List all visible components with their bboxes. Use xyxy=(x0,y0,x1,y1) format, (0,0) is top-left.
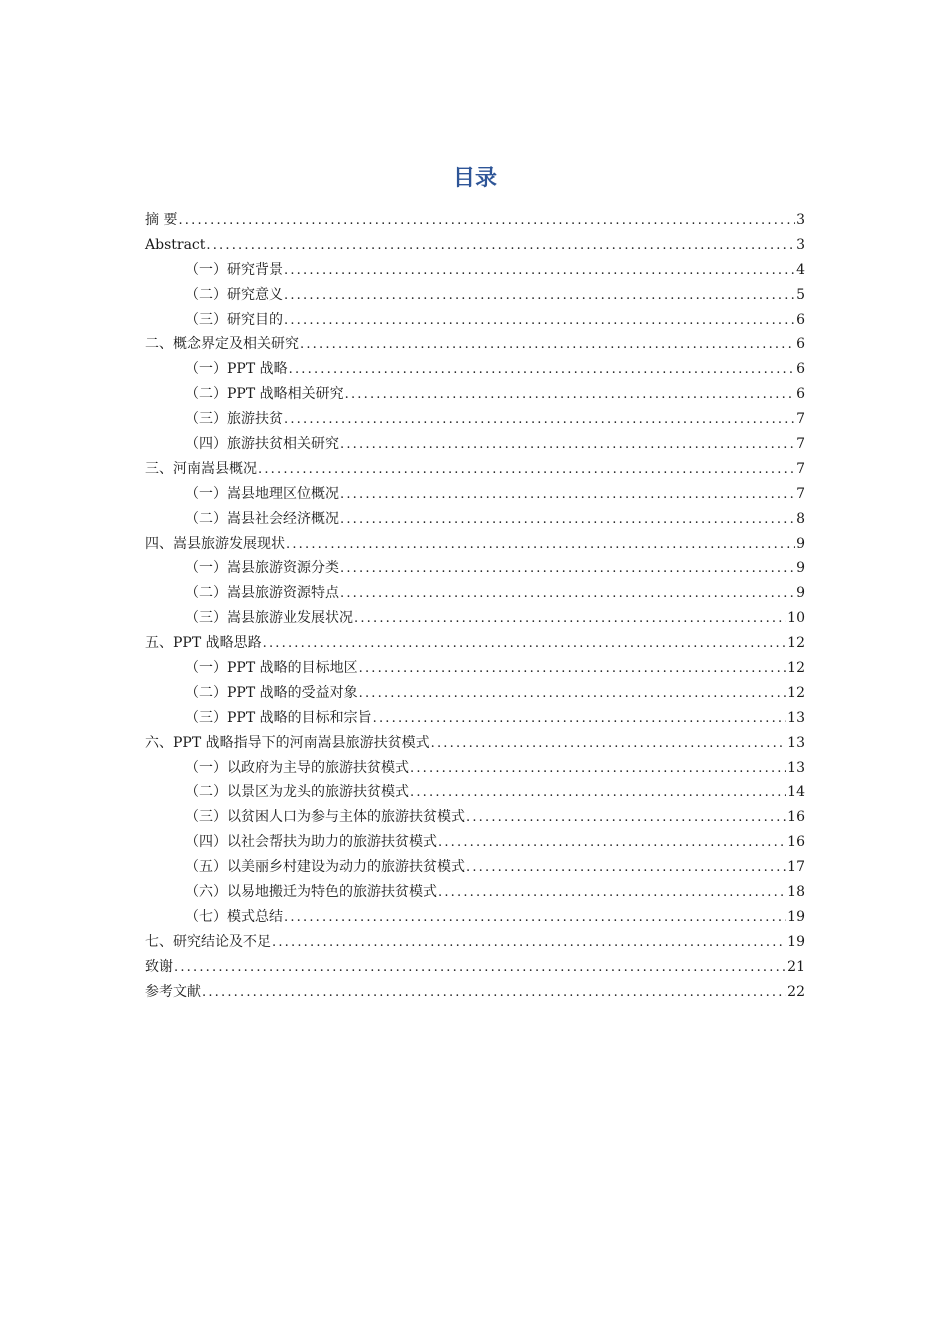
toc-dot-leader xyxy=(438,881,786,906)
toc-entry-text: Abstract xyxy=(145,236,206,253)
toc-entry-text: （一）PPT 战略的目标地区 xyxy=(185,660,358,677)
toc-entry[interactable] xyxy=(145,208,805,233)
toc-entry-text: 摘 要 xyxy=(145,212,178,228)
toc-entry[interactable] xyxy=(145,656,805,681)
toc-dot-leader xyxy=(284,284,795,309)
toc-entry-text: （六）以易地搬迁为特色的旅游扶贫模式 xyxy=(185,884,437,901)
toc-dot-leader xyxy=(340,557,795,582)
toc-entry[interactable] xyxy=(145,731,805,756)
toc-entry-text: （一）研究背景 xyxy=(185,261,283,278)
toc-dot-leader xyxy=(263,632,787,657)
toc-entry-text: （二）PPT 战略的受益对象 xyxy=(185,684,358,701)
toc-page-number: 5 xyxy=(796,286,805,303)
toc-entry[interactable] xyxy=(145,756,805,781)
toc-entry[interactable] xyxy=(145,308,805,333)
toc-list xyxy=(145,208,805,1005)
toc-entry-text: （四）以社会帮扶为助力的旅游扶贫模式 xyxy=(185,834,437,851)
toc-page-number: 3 xyxy=(796,236,805,253)
toc-entry-text: 五、PPT 战略思路 xyxy=(145,635,262,652)
toc-page-number: 13 xyxy=(787,709,805,726)
toc-entry[interactable] xyxy=(145,382,805,407)
toc-dot-leader xyxy=(340,433,795,458)
toc-dot-leader xyxy=(286,533,795,558)
toc-page-number: 16 xyxy=(787,809,805,826)
toc-dot-leader xyxy=(284,906,786,931)
toc-page-number: 12 xyxy=(787,635,805,652)
toc-page-number: 6 xyxy=(796,361,805,378)
toc-entry-text: （三）嵩县旅游业发展状况 xyxy=(185,610,353,627)
toc-entry-text: （七）模式总结 xyxy=(185,908,283,925)
toc-entry[interactable] xyxy=(145,681,805,706)
toc-entry-text: （二）嵩县社会经济概况 xyxy=(185,510,339,527)
toc-entry-text: （二）PPT 战略相关研究 xyxy=(185,386,344,403)
toc-page-number: 9 xyxy=(796,585,805,602)
toc-title: 目录 xyxy=(452,166,497,191)
toc-dot-leader xyxy=(466,856,786,881)
toc-entry[interactable] xyxy=(145,457,805,482)
toc-entry-text: 二、概念界定及相关研究 xyxy=(145,336,299,353)
toc-entry-text: 七、研究结论及不足 xyxy=(145,933,271,950)
toc-entry[interactable] xyxy=(145,432,805,457)
toc-dot-leader xyxy=(206,234,795,259)
toc-page-number: 4 xyxy=(796,261,805,278)
toc-entry-text: （三）研究目的 xyxy=(185,311,283,328)
toc-dot-leader xyxy=(466,806,786,831)
toc-page-number: 13 xyxy=(787,759,805,776)
toc-entry[interactable] xyxy=(145,407,805,432)
toc-entry-text: （二）研究意义 xyxy=(185,286,283,303)
toc-page-number: 6 xyxy=(796,386,805,403)
toc-page-number: 14 xyxy=(787,784,805,801)
toc-page-number: 18 xyxy=(787,884,805,901)
toc-entry-text: 六、PPT 战略指导下的河南嵩县旅游扶贫模式 xyxy=(145,734,430,751)
toc-dot-leader xyxy=(354,607,786,632)
toc-dot-leader xyxy=(340,508,795,533)
toc-entry-text: 参考文献 xyxy=(145,983,201,1000)
toc-dot-leader xyxy=(284,408,795,433)
toc-entry[interactable] xyxy=(145,955,805,980)
toc-entry[interactable] xyxy=(145,606,805,631)
toc-dot-leader xyxy=(258,458,795,483)
toc-entry[interactable] xyxy=(145,233,805,258)
toc-entry[interactable] xyxy=(145,805,805,830)
toc-dot-leader xyxy=(300,333,795,358)
toc-page-number: 7 xyxy=(796,485,805,502)
toc-entry-text: （一）嵩县地理区位概况 xyxy=(185,485,339,502)
toc-entry-text: （一）PPT 战略 xyxy=(185,361,288,378)
toc-dot-leader xyxy=(410,757,786,782)
toc-dot-leader xyxy=(284,259,795,284)
toc-dot-leader xyxy=(438,831,786,856)
toc-page-number: 17 xyxy=(787,859,805,876)
toc-entry[interactable] xyxy=(145,532,805,557)
toc-page-number: 9 xyxy=(796,560,805,577)
toc-entry-text: （五）以美丽乡村建设为动力的旅游扶贫模式 xyxy=(185,859,465,876)
toc-page-number: 9 xyxy=(796,535,805,552)
toc-dot-leader xyxy=(272,931,786,956)
toc-dot-leader xyxy=(284,309,795,334)
toc-entry-text: （二）嵩县旅游资源特点 xyxy=(185,585,339,602)
toc-page-number: 6 xyxy=(796,336,805,353)
toc-dot-leader xyxy=(340,582,795,607)
toc-page-number: 7 xyxy=(796,411,805,428)
toc-page-number: 16 xyxy=(787,834,805,851)
toc-entry[interactable] xyxy=(145,283,805,308)
toc-entry-text: （三）旅游扶贫 xyxy=(185,411,283,428)
toc-entry-text: 四、嵩县旅游发展现状 xyxy=(145,535,285,552)
toc-entry[interactable] xyxy=(145,780,805,805)
toc-entry-text: （二）以景区为龙头的旅游扶贫模式 xyxy=(185,784,409,801)
toc-entry[interactable] xyxy=(145,706,805,731)
toc-entry[interactable] xyxy=(145,332,805,357)
toc-page-number: 7 xyxy=(796,436,805,453)
toc-dot-leader xyxy=(289,358,795,383)
toc-entry-text: （一）以政府为主导的旅游扶贫模式 xyxy=(185,759,409,776)
toc-entry[interactable] xyxy=(145,880,805,905)
toc-dot-leader xyxy=(431,732,787,757)
toc-page-number: 7 xyxy=(796,460,805,477)
toc-page-number: 22 xyxy=(787,983,805,1000)
toc-entry[interactable] xyxy=(145,631,805,656)
toc-dot-leader xyxy=(340,483,795,508)
toc-entry[interactable] xyxy=(145,258,805,283)
toc-page-number: 12 xyxy=(787,684,805,701)
toc-dot-leader xyxy=(202,981,786,1006)
toc-entry[interactable] xyxy=(145,357,805,382)
toc-page-number: 10 xyxy=(787,610,805,627)
toc-entry[interactable] xyxy=(145,855,805,880)
toc-entry-text: （四）旅游扶贫相关研究 xyxy=(185,436,339,453)
toc-dot-leader xyxy=(359,682,787,707)
toc-page-number: 3 xyxy=(796,212,805,228)
toc-dot-leader xyxy=(174,956,786,981)
toc-page-number: 21 xyxy=(787,958,805,975)
toc-dot-leader xyxy=(410,781,786,806)
toc-page-number: 12 xyxy=(787,660,805,677)
toc-page-number: 13 xyxy=(787,734,805,751)
toc-page-number: 19 xyxy=(787,933,805,950)
toc-page-number: 8 xyxy=(796,510,805,527)
toc-dot-leader xyxy=(178,209,795,234)
toc-dot-leader xyxy=(359,657,787,682)
toc-entry-text: （三）以贫困人口为参与主体的旅游扶贫模式 xyxy=(185,809,465,826)
toc-entry[interactable] xyxy=(145,830,805,855)
toc-page-number: 19 xyxy=(787,908,805,925)
toc-dot-leader xyxy=(373,707,787,732)
toc-entry-text: （一）嵩县旅游资源分类 xyxy=(185,560,339,577)
toc-entry[interactable] xyxy=(145,556,805,581)
toc-page-number: 6 xyxy=(796,311,805,328)
toc-entry-text: 致谢 xyxy=(145,958,173,975)
toc-entry[interactable] xyxy=(145,507,805,532)
toc-entry-text: （三）PPT 战略的目标和宗旨 xyxy=(185,709,372,726)
toc-entry[interactable] xyxy=(145,482,805,507)
toc-entry-text: 三、河南嵩县概况 xyxy=(145,460,257,477)
toc-dot-leader xyxy=(345,383,795,408)
toc-entry[interactable] xyxy=(145,581,805,606)
toc-entry[interactable] xyxy=(145,905,805,930)
toc-entry[interactable] xyxy=(145,980,805,1005)
toc-entry[interactable] xyxy=(145,930,805,955)
